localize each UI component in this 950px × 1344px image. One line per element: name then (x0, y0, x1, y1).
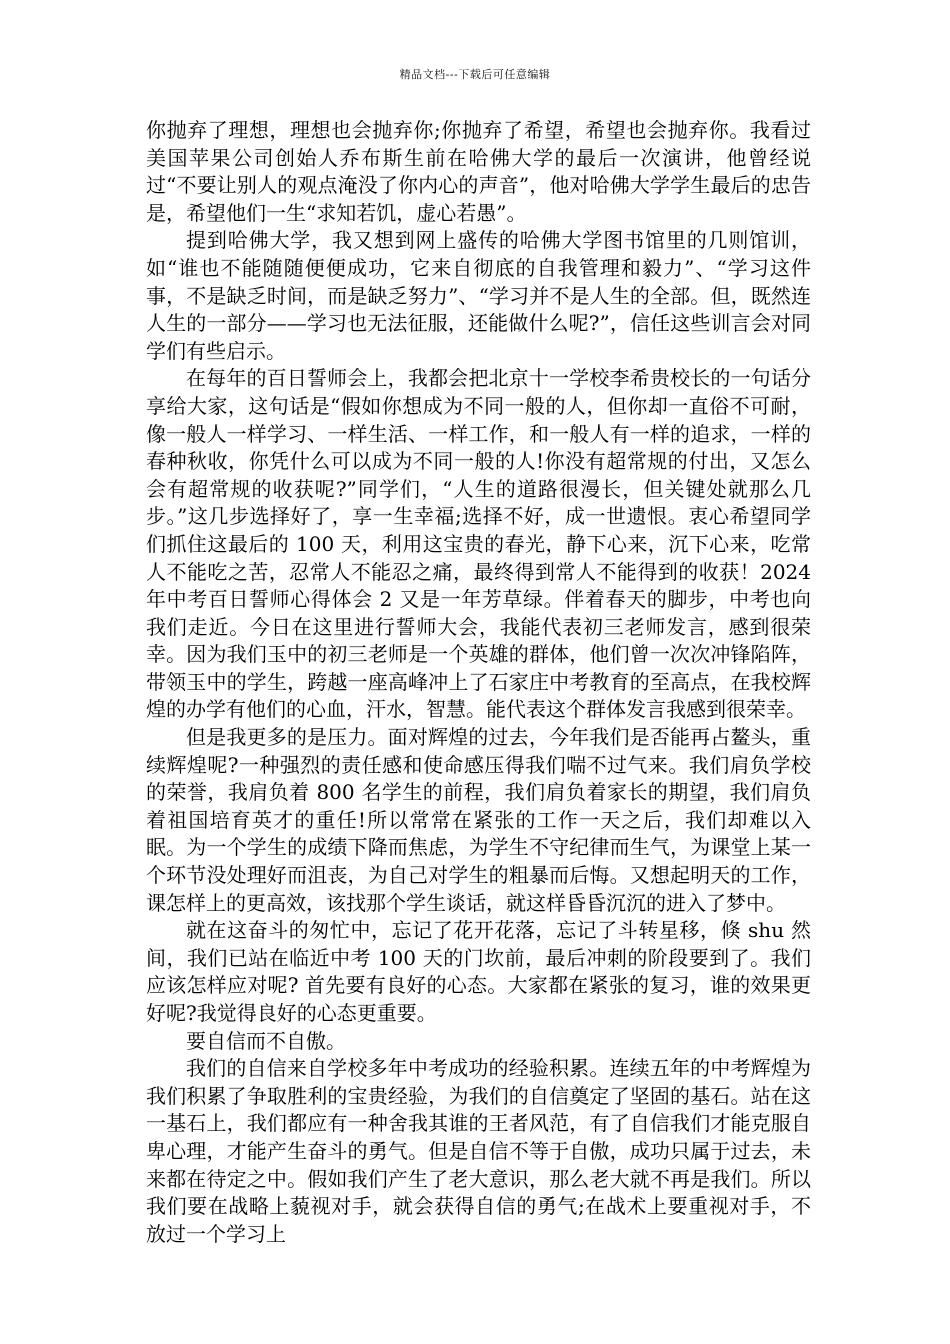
document-body (146, 117, 811, 1248)
paragraph-4: 但是我更多的是压力。面对辉煌的过去，今年我们是否能再占鳌头，重续辉煌呢?一种强烈的责任感和使命感压得我们喘不过气来。我们肩负学校的荣誉，我肩负着 800 名学生的前程，我们肩负着家长的期望，我们肩负着祖国培育英才的重任!所以常常在紧张的工作一天之后，我们却难以入眠。为一个学生的成绩下降而焦虑，为学生不守纪律而生气，为课堂上某一个环节没处理好而沮丧，为自己对学生的粗暴而后悔。又想起明天的工作，课怎样上的更高效，该找那个学生谈话，就这样昏昏沉沉的进入了梦中。 (146, 725, 811, 915)
paragraph-3: 在每年的百日誓师会上，我都会把北京十一学校李希贵校长的一句话分享给大家，这句话是“假如你想成为不同一般的人，但你却一直俗不可耐，像一般人一样学习、一样生活、一样工作，和一般人有一样的追求，一样的春种秋收，你凭什么可以成为不同一般的人!你没有超常规的付出，又怎么会有超常规的收获呢?”同学们，“人生的道路很漫长，但关键处就那么几步。”这几步选择好了，享一生幸福;选择不好，成一世遗恨。衷心希望同学们抓住这最后的 100 天，利用这宝贵的春光，静下心来，沉下心来，吃常人不能吃之苦，忍常人不能忍之痛，最终得到常人不能得到的收获！2024 年中考百日誓师心得体会 2 又是一年芳草绿。伴着春天的脚步，中考也向我们走近。今日在这里进行誓师大会，我能代表初三老师发言，感到很荣幸。因为我们玉中的初三老师是一个英雄的群体，他们曾一次次冲锋陷阵，带领玉中的学生，跨越一座高峰冲上了石家庄中考教育的至高点，在我校辉煌的办学有他们的心血，汗水，智慧。能代表这个群体发言我感到很荣幸。 (146, 366, 811, 722)
paragraph-5: 就在这奋斗的匆忙中，忘记了花开花落，忘记了斗转星移，倏 shu 然间，我们已站在临近中考 100 天的门坎前，最后冲刺的阶段要到了。我们应该怎样应对呢? 首先要有良好的心态。大家都在紧张的复习，谁的效果更好呢?我觉得良好的心态更重要。 (146, 918, 811, 1025)
page-header: 精品文档---下载后可任意编辑 (399, 68, 551, 81)
paragraph-2: 提到哈佛大学，我又想到网上盛传的哈佛大学图书馆里的几则馆训，如“谁也不能随随便便成功，它来自彻底的自我管理和毅力”、“学习这件事，不是缺乏时间，而是缺乏努力”、“学习并不是人生的全部。但，既然连人生的一部分——学习也无法征服，还能做什么呢?”，信任这些训言会对同学们有些启示。 (146, 228, 811, 363)
paragraph-6: 要自信而不自傲。 (186, 1028, 346, 1053)
paragraph-7: 我们的自信来自学校多年中考成功的经验积累。连续五年的中考辉煌为我们积累了争取胜利的宝贵经验，为我们的自信奠定了坚固的基石。站在这一基石上，我们都应有一种舍我其谁的王者风范，有了自信我们才能克服自卑心理，才能产生奋斗的勇气。但是自信不等于自傲，成功只属于过去，未来都在待定之中。假如我们产生了老大意识，那么老大就不再是我们。所以我们要在战略上藐视对手，就会获得自信的勇气;在战术上要重视对手，不放过一个学习上 (146, 1056, 811, 1246)
paragraph-1: 你抛弃了理想，理想也会抛弃你;你抛弃了希望，希望也会抛弃你。我看过美国苹果公司创始人乔布斯生前在哈佛大学的最后一次演讲，他曾经说过“不要让别人的观点淹没了你内心的声音”，他对哈佛大学学生最后的忠告是，希望他们一生“求知若饥，虚心若愚”。 (146, 118, 811, 225)
